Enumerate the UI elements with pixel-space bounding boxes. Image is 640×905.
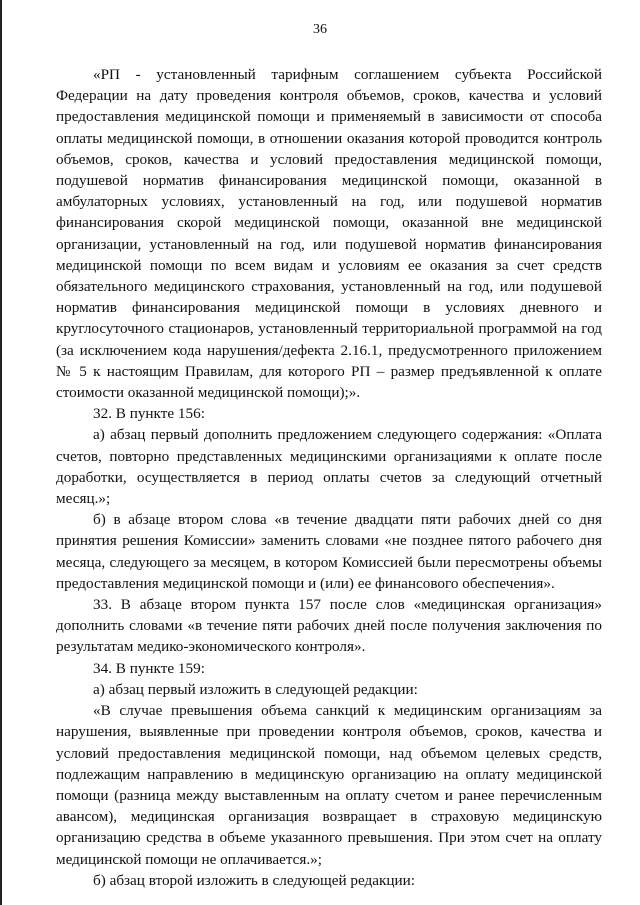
document-body xyxy=(56,64,602,891)
paragraph-item-34a-text: «В случае превышения объема санкций к медицинским организациям за нарушения, выявленные при проведении контроля объемов, сроков, качества и условий предоставления медицинской помощи, над объемом целевых средств, подлежащим направлению в медицинскую организацию на оплату медицинской помощи (разница между выставленным на оплату счетом и ранее перечисленным авансом), медицинская организация возвращает в страховую медицинскую организацию средства в объеме указанного превышения. При этом счет на оплату медицинской помощи не оплачивается.»; xyxy=(56,702,602,868)
paragraph-item-34b: б) абзац второй изложить в следующей редакции: xyxy=(93,871,415,889)
page-number: 36 xyxy=(313,22,327,37)
paragraph-item-34a: а) абзац первый изложить в следующей редакции: xyxy=(93,680,418,698)
paragraph-item-33: 33. В абзаце втором пункта 157 после слов «медицинская организация» дополнить словами «в течение пяти рабочих дней после получения заключения по результатам медико-экономического контроля». xyxy=(56,596,602,656)
paragraph-item-32: 32. В пункте 156: xyxy=(93,405,205,423)
paragraph-item-32a: а) абзац первый дополнить предложением следующего содержания: «Оплата счетов, повторно представленных медицинскими организациями к оплате после доработки, осуществляется в период оплаты счетов за следующий отчетный месяц.»; xyxy=(56,426,602,508)
paragraph-item-34: 34. В пункте 159: xyxy=(93,659,205,677)
page-edge xyxy=(0,0,2,905)
paragraph-item-32b: б) в абзаце втором слова «в течение двадцати пяти рабочих дней со дня принятия решения Комиссии» заменить словами «не позднее пятого рабочего дня месяца, следующего за месяцем, в котором Комиссией были пересмотрены объемы предоставления медицинской помощи и (или) ее финансового обеспечения». xyxy=(56,511,602,592)
paragraph-rp-definition: «РП - установленный тарифным соглашением субъекта Российской Федерации на дату проведения контроля объемов, сроков, качества и условий предоставления медицинской помощи и применяемый в зависимости от способа оплаты медицинской помощи, в отношении оказания которой проводится контроль объемов, сроков, качества и условий предоставления медицинской помощи, подушевой норматив финансирования медицинской помощи, оказанной в амбулаторных условиях, установленный на год, или подушевой норматив финансирования скорой медицинской помощи, оказанной вне медицинской организации, установленный на год, или подушевой норматив финансирования медицинской помощи по всем видам и условиям ее оказания за счет средств обязательного медицинского страхования, установленный на год, или подушевой норматив финансирования медицинской помощи в условиях дневного и круглосуточного стационаров, установленный территориальной программой на год (за исключением кода нарушения/дефекта 2.16.1, предусмотренного приложением № 5 к настоящим Правилам, для которого РП – размер предъявленной к оплате стоимости оказанной медицинской помощи);». xyxy=(56,66,602,402)
